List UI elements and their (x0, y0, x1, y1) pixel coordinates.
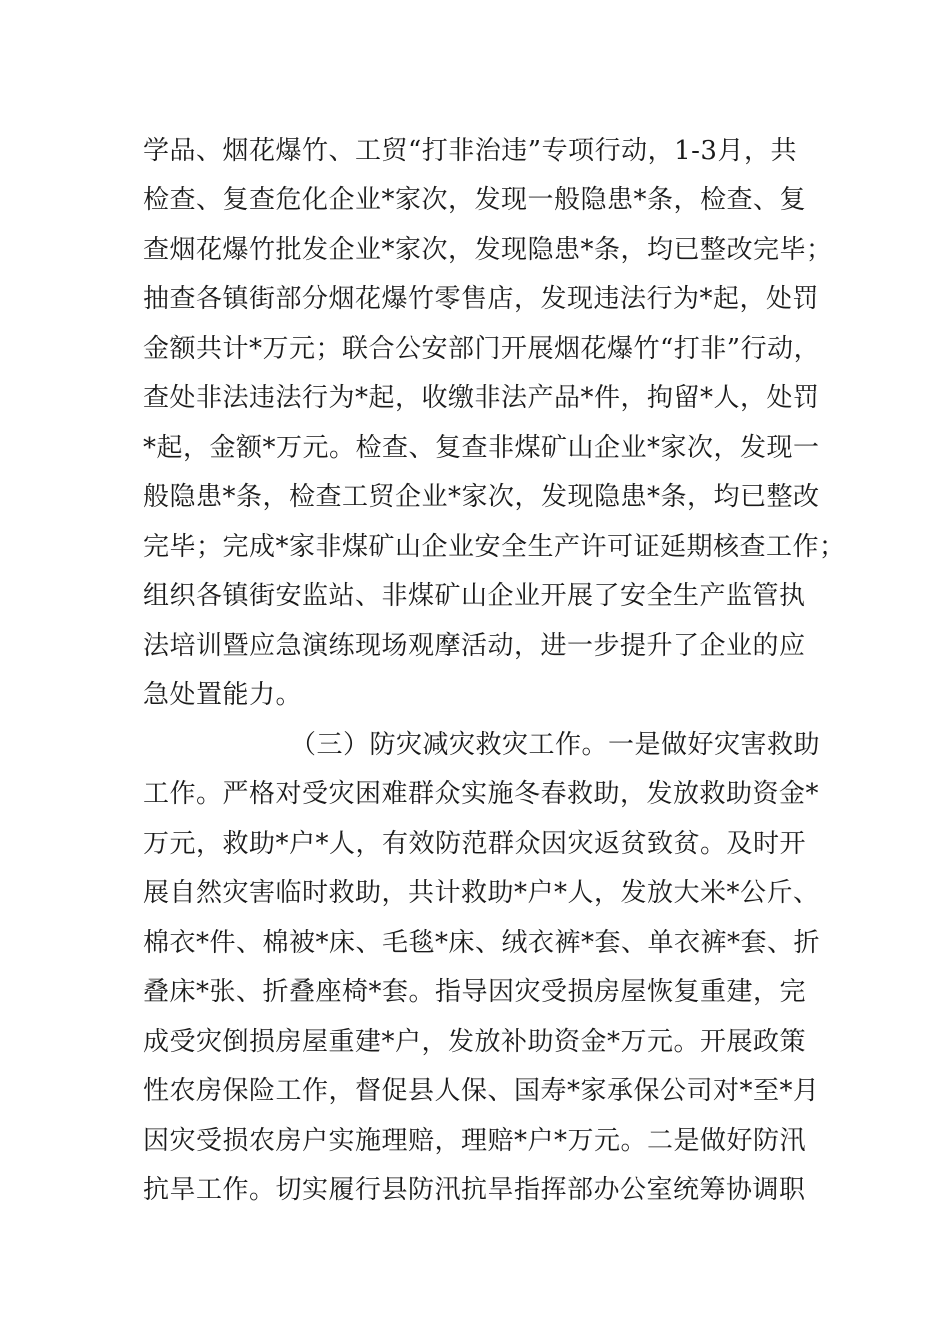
text-line: 棉衣*件、棉被*床、毛毯*床、绒衣裤*套、单衣裤*套、折 (143, 928, 821, 958)
text-line: 叠床*张、折叠座椅*套。指导因灾受损房屋恢复重建，完 (143, 977, 807, 1007)
text-line: 组织各镇街安监站、非煤矿山企业开展了安全生产监管执 (143, 581, 806, 611)
text-line: 工作。严格对受灾困难群众实施冬春救助，发放救助资金* (143, 779, 820, 809)
text-line: 般隐患*条，检查工贸企业*家次，发现隐患*条，均已整改 (143, 482, 820, 512)
section-heading-line: （三）防灾减灾救灾工作。一是做好灾害救助 (290, 730, 821, 760)
text-line: 检查、复查危化企业*家次，发现一般隐患*条，检查、复 (143, 185, 807, 215)
text-line: 抗旱工作。切实履行县防汛抗旱指挥部办公室统筹协调职 (143, 1175, 806, 1205)
text-line: 完毕；完成*家非煤矿山企业安全生产许可证延期核查工作； (143, 532, 846, 562)
text-line: 金额共计*万元；联合公安部门开展烟花爆竹“打非”行动， (143, 334, 821, 364)
text-line: 万元，救助*户*人，有效防范群众因灾返贫致贫。及时开 (143, 829, 807, 859)
text-line: 查烟花爆竹批发企业*家次，发现隐患*条，均已整改完毕； (143, 235, 833, 265)
text-line: 法培训暨应急演练现场观摩活动，进一步提升了企业的应 (143, 631, 806, 661)
text-line: 查处非法违法行为*起，收缴非法产品*件，拘留*人，处罚 (143, 383, 820, 413)
text-line: 急处置能力。 (143, 680, 303, 710)
text-line: 成受灾倒损房屋重建*户，发放补助资金*万元。开展政策 (143, 1027, 807, 1057)
text-line: 性农房保险工作，督促县人保、国寿*家承保公司对*至*月 (143, 1076, 820, 1106)
text-line: *起，金额*万元。检查、复查非煤矿山企业*家次，发现一 (143, 433, 820, 463)
text-line: 展自然灾害临时救助，共计救助*户*人，发放大米*公斤、 (143, 878, 820, 908)
text-line: 因灾受损农房户实施理赔，理赔*户*万元。二是做好防汛 (143, 1126, 807, 1156)
text-line: 学品、烟花爆竹、工贸“打非治违”专项行动，1-3月，共 (143, 136, 797, 166)
text-line: 抽查各镇街部分烟花爆竹零售店，发现违法行为*起，处罚 (143, 284, 820, 314)
